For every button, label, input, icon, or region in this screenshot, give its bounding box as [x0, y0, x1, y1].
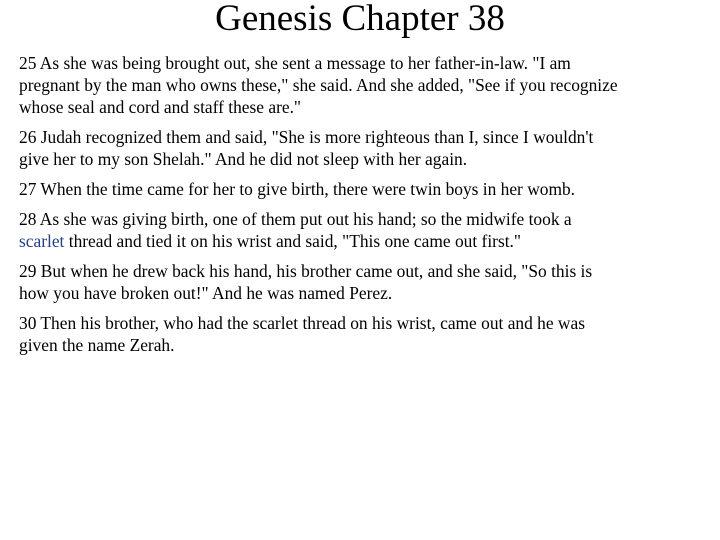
- verse-line: 26 Judah recognized them and said, "She is more righteous than I, since I wouldn't: [19, 127, 594, 147]
- verse-line-rest: thread and tied it on his wrist and said, "This one came out first.": [64, 231, 521, 251]
- verse-line: whose seal and cord and staff these are.": [19, 97, 302, 117]
- verse-26: [19, 126, 719, 170]
- verse-30: [19, 312, 719, 356]
- verse-25: [19, 52, 719, 118]
- verse-line: 27 When the time came for her to give birth, there were twin boys in her womb.: [19, 179, 576, 199]
- verse-line: [19, 230, 719, 252]
- verse-line: give her to my son Shelah." And he did not sleep with her again.: [19, 149, 468, 169]
- highlighted-word: scarlet: [19, 231, 65, 251]
- verse-line: 29 But when he drew back his hand, his brother came out, and she said, "So this is: [19, 261, 593, 281]
- verse-line: 28 As she was giving birth, one of them put out his hand; so the midwife took a: [19, 209, 572, 229]
- verse-line: how you have broken out!" And he was named Perez.: [19, 283, 393, 303]
- verse-list: [19, 52, 719, 364]
- verse-28: [19, 208, 719, 252]
- verse-line: pregnant by the man who owns these," she said. And she added, "See if you recognize: [19, 75, 618, 95]
- verse-29: [19, 260, 719, 304]
- verse-27: [19, 178, 719, 200]
- page-title: Genesis Chapter 38: [215, 0, 505, 39]
- verse-line: 25 As she was being brought out, she sent a message to her father-in-law. "I am: [19, 53, 571, 73]
- verse-line: 30 Then his brother, who had the scarlet thread on his wrist, came out and he was: [19, 313, 585, 333]
- verse-line: given the name Zerah.: [19, 335, 175, 355]
